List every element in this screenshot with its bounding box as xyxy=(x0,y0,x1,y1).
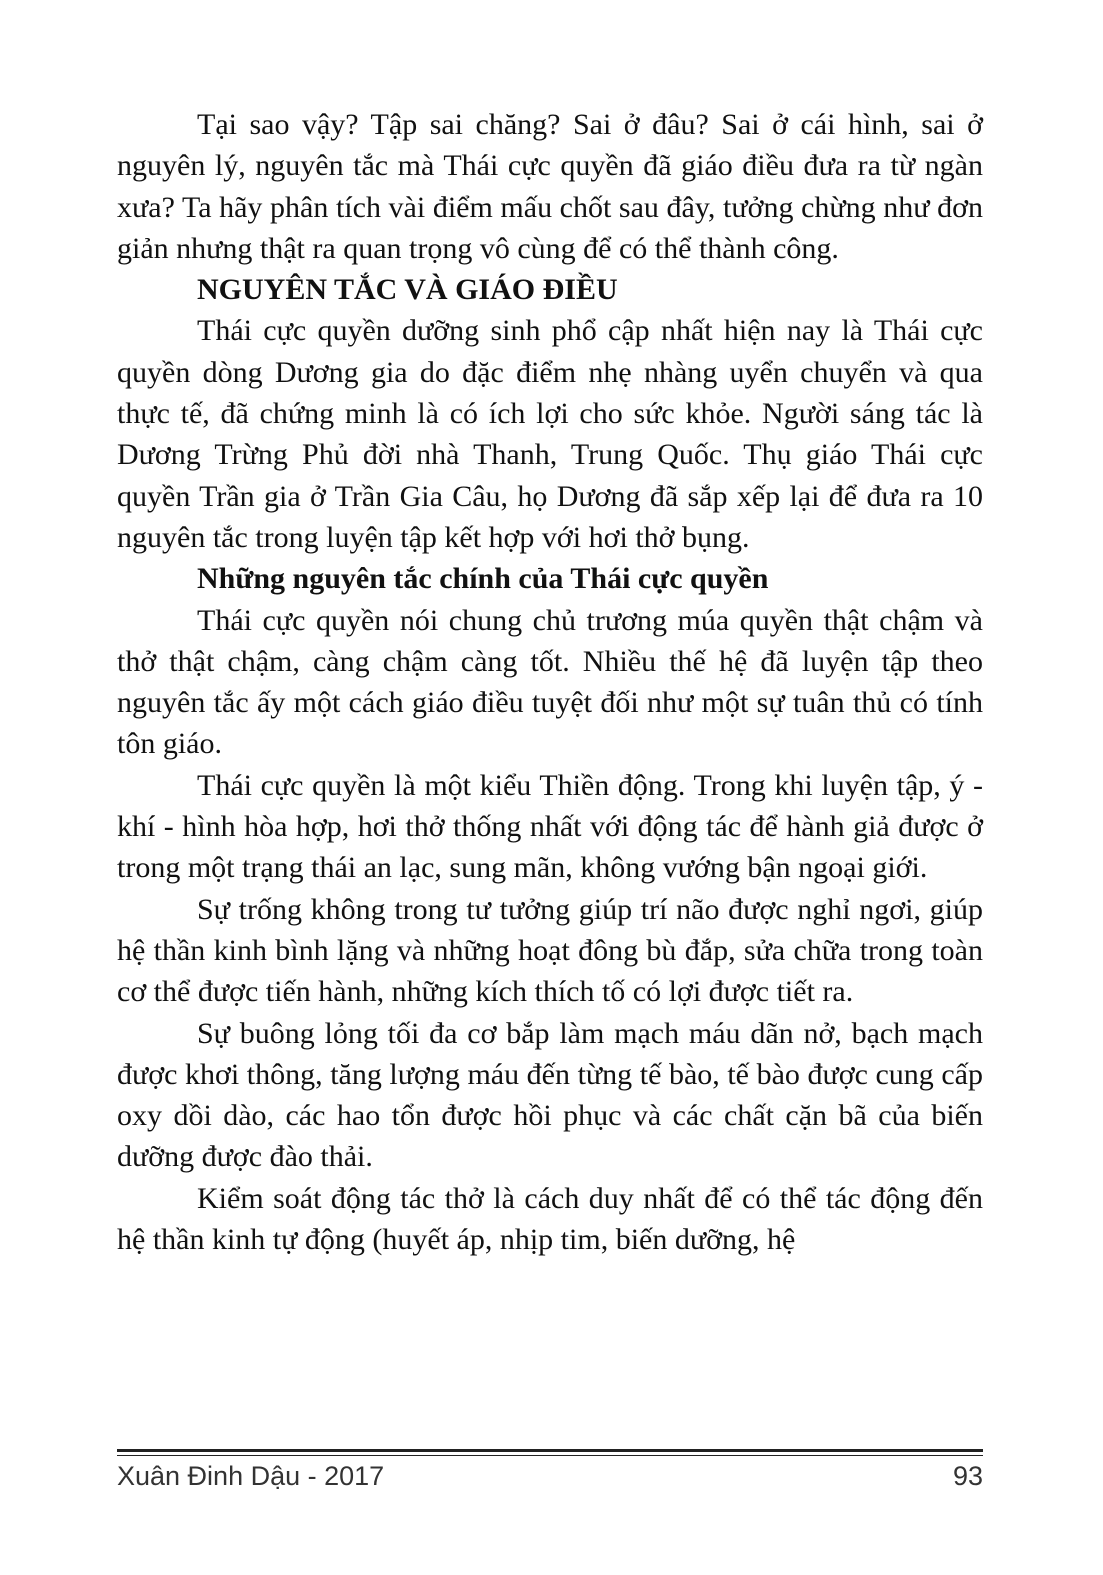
paragraph-history: Thái cực quyền dưỡng sinh phổ cập nhất hiện nay là Thái cực quyền dòng Dương gia do đặc điểm nhẹ nhàng uyển chuyển và qua thực tế, đã chứng minh là có ích lợi cho sức khỏe. Người sáng tác là Dương Trừng Phủ đời nhà Thanh, Trung Quốc. Thụ giáo Thái cực quyền Trần gia ở Trần Gia Câu, họ Dương đã sắp xếp lại để đưa ra 10 nguyên tắc trong luyện tập kết hợp với hơi thở bụng. xyxy=(117,314,983,554)
paragraph-moving-meditation: Thái cực quyền là một kiểu Thiền động. Trong khi luyện tập, ý - khí - hình hòa hợp, hơi thở thống nhất với động tác để hành giả được ở trong một trạng thái an lạc, sung mãn, không vướng bận ngoại giới. xyxy=(117,768,983,885)
section-heading: NGUYÊN TẮC VÀ GIÁO ĐIỀU xyxy=(197,273,618,307)
paragraph-relaxation: Sự buông lỏng tối đa cơ bắp làm mạch máu dãn nở, bạch mạch được khơi thông, tăng lượng máu đến từng tế bào, tế bào được cung cấp oxy dồi dào, các hao tổn được hồi phục và các chất cặn bã của biến dưỡng được đào thải. xyxy=(117,1016,983,1174)
page-body xyxy=(117,104,983,1260)
paragraph-breath-control: Kiểm soát động tác thở là cách duy nhất để có thể tác động đến hệ thần kinh tự động (huyết áp, nhịp tim, biến dưỡng, hệ xyxy=(117,1181,983,1257)
paragraph-slow-practice: Thái cực quyền nói chung chủ trương múa quyền thật chậm và thở thật chậm, càng chậm càng tốt. Nhiều thế hệ đã luyện tập theo nguyên tắc ấy một cách giáo điều tuyệt đối như một sự tuân thủ có tính tôn giáo. xyxy=(117,603,983,761)
subsection-heading: Những nguyên tắc chính của Thái cực quyền xyxy=(197,562,769,596)
page-footer xyxy=(117,1458,983,1498)
footer-divider xyxy=(117,1449,983,1452)
paragraph-intro: Tại sao vậy? Tập sai chăng? Sai ở đâu? Sai ở cái hình, sai ở nguyên lý, nguyên tắc mà Thái cực quyền đã giáo điều đưa ra từ ngàn xưa? Ta hãy phân tích vài điểm mấu chốt sau đây, tưởng chừng như đơn giản nhưng thật ra quan trọng vô cùng để có thể thành công. xyxy=(117,108,983,265)
paragraph-empty-mind: Sự trống không trong tư tưởng giúp trí não được nghỉ ngơi, giúp hệ thần kinh bình lặng và những hoạt đông bù đắp, sửa chữa trong toàn cơ thể được tiến hành, những kích thích tố có lợi được tiết ra. xyxy=(117,892,983,1009)
footer-publication: Xuân Đinh Dậu - 2017 xyxy=(117,1461,385,1491)
page-number: 93 xyxy=(952,1461,983,1491)
